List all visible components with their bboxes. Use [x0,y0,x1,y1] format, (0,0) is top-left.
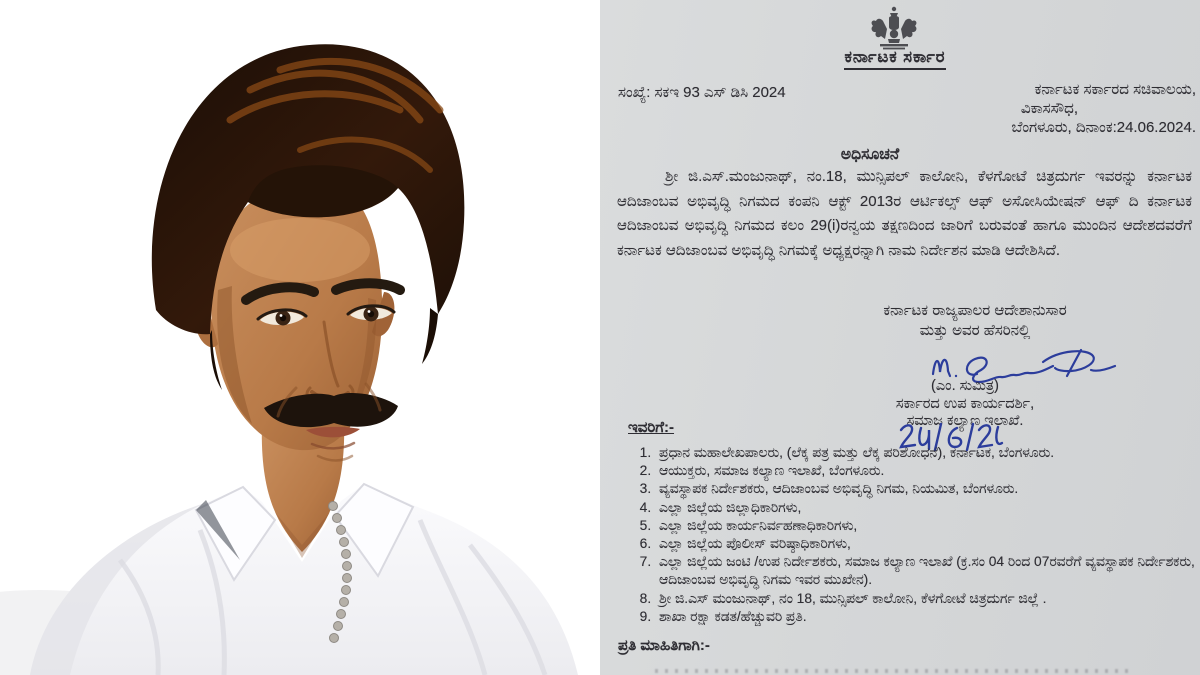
address-line-date: ಬೆಂಗಳೂರು, ದಿನಾಂಕ:24.06.2024. [1011,119,1196,136]
recipient-item: 9. ಶಾಖಾ ರಕ್ಷಾ ಕಡತ/ಹೆಚ್ಚುವರಿ ಪ್ರತಿ. [655,608,1200,626]
signatory-title: ಸರ್ಕಾರದ ಉಪ ಕಾರ್ಯದರ್ಶಿ, [895,395,1035,412]
copy-for-information-heading: ಪ್ರತಿ ಮಾಹಿತಿಗಾಗಿ:- [618,637,710,654]
recipient-item: 6. ಎಲ್ಲಾ ಜಿಲ್ಲೆಯ ಪೊಲೀಸ್ ವರಿಷ್ಠಾಧಿಕಾರಿಗಳು, [655,535,1200,553]
recipient-item: 4. ಎಲ್ಲಾ ಜಿಲ್ಲೆಯ ಜಿಲ್ಲಾಧಿಕಾರಿಗಳು, [655,499,1200,517]
recipients-list [620,444,1200,626]
notification-heading: ಅಧಿಸೂಚನೆ [840,146,900,163]
authority-line: ಮತ್ತು ಅವರ ಹೆಸರಿನಲ್ಲಿ [919,322,1031,339]
recipient-item: 3. ವ್ಯವಸ್ಥಾಪಕ ನಿರ್ದೇಶಕರು, ಆದಿಜಾಂಬವ ಅಭಿವೃದ್ಧಿ ನಿಗಮ, ನಿಯಮಿತ, ಬೆಂಗಳೂರು. [655,480,1200,498]
signatory-dept: ಸಮಾಜ ಕಲ್ಯಾಣ ಇಲಾಖೆ. [906,413,1024,429]
authority-line: ಕರ್ನಾಟಕ ರಾಜ್ಯಪಾಲರ ಆದೇಶಾನುಸಾರ [883,302,1067,319]
government-letter [600,0,1200,675]
recipient-item: 5. ಎಲ್ಲಾ ಜಿಲ್ಲೆಯ ಕಾರ್ಯನಿರ್ವಹಣಾಧಿಕಾರಿಗಳು, [655,517,1200,535]
recipient-item: 7. ಎಲ್ಲಾ ಜಿಲ್ಲೆಯ ಜಂಟಿ /ಉಪ ನಿರ್ದೇಶಕರು, ಸಮಾಜ ಕಲ್ಯಾಣ ಇಲಾಖೆ (ಕ್ರ.ಸಂ 04 ರಿಂದ 07ರವರೆಗೆ ವ್ಯವಸ್ಥಾಪಕ ನಿರ್ದೇಶಕರು, ಆದಿಜಾಂಬವ ಅಭಿವೃದ್ಧಿ ನಿಗಮ ಇವರ ಮುಖೇನ). [655,553,1200,589]
notification-body: ಶ್ರೀ ಜಿ.ಎಸ್.ಮಂಜುನಾಥ್, ನಂ.18, ಮುನ್ಸಿಪಲ್ ಕಾಲೋನಿ, ಕೆಳಗೋಟೆ ಚಿತ್ರದುರ್ಗ ಇವರನ್ನು ಕರ್ನಾಟಕ ಆದಿಜಾಂಬವ ಅಭಿವೃದ್ಧಿ ನಿಗಮದ ಕಂಪನಿ ಆಕ್ಟ್ 2013ರ ಆರ್ಟಿಕಲ್ಸ್ ಆಫ್ ಅಸೋಸಿಯೇಷನ್ ಆಫ್ ದಿ ಕರ್ನಾಟಕ ಆದಿಜಾಂಬವ ಅಭಿವೃದ್ಧಿ ನಿಗಮದ ಕಲಂ 29(i)ರನ್ವಯ ತಕ್ಷಣದಿಂದ ಜಾರಿಗೆ ಬರುವಂತೆ ಹಾಗೂ ಮುಂದಿನ ಆದೇಶದವರೆಗೆ ಕರ್ನಾಟಕ ಆದಿಜಾಂಬವ ಅಭಿವೃದ್ಧಿ ನಿಗಮಕ್ಕೆ ಅಧ್ಯಕ್ಷರನ್ನಾಗಿ ನಾಮ ನಿರ್ದೇಶನ ಮಾಡಿ ಆದೇಶಿಸಿದೆ. [617,168,1192,259]
signatory-name: (ಎಂ. ಸುಮಿತ್ರ) [931,378,999,394]
authority-lines [810,301,1140,341]
recipients-heading: ಇವರಿಗೆ:- [628,419,675,436]
reference-number: ಸಂಖ್ಯೆ: ಸಕಇ 93 ಎಸ್ ಡಿಸಿ 2024 [618,84,786,101]
karnataka-emblem-icon [868,5,920,51]
address-line: ವಿಕಾಸಸೌಧ, [1020,100,1078,117]
recipient-item: 2. ಆಯುಕ್ತರು, ಸಮಾಜ ಕಲ್ಯಾಣ ಇಲಾಖೆ, ಬೆಂಗಳೂರು. [655,462,1200,480]
document-title: ಕರ್ನಾಟಕ ಸರ್ಕಾರ [600,48,1190,67]
recipient-item: 1. ಪ್ರಧಾನ ಮಹಾಲೇಖಪಾಲರು, (ಲೆಕ್ಕ ಪತ್ರ ಮತ್ತು ಲೆಕ್ಕ ಪರಿಶೋಧನೆ), ಕರ್ನಾಟಕ, ಬೆಂಗಳೂರು. [655,444,1200,462]
address-line: ಕರ್ನಾಟಕ ಸರ್ಕಾರದ ಸಚಿವಾಲಯ, [1034,81,1196,98]
cutoff-text-line [655,669,1135,673]
recipient-item: 8. ಶ್ರೀ ಜಿ.ಎಸ್ ಮಂಜುನಾಥ್, ನಂ 18, ಮುನ್ಸಿಪಲ್ ಕಾಲೋನಿ, ಕೆಳಗೋಟೆ ಚಿತ್ರದುರ್ಗ ಜಿಲ್ಲೆ . [655,590,1200,608]
secretariat-address [876,80,1196,137]
